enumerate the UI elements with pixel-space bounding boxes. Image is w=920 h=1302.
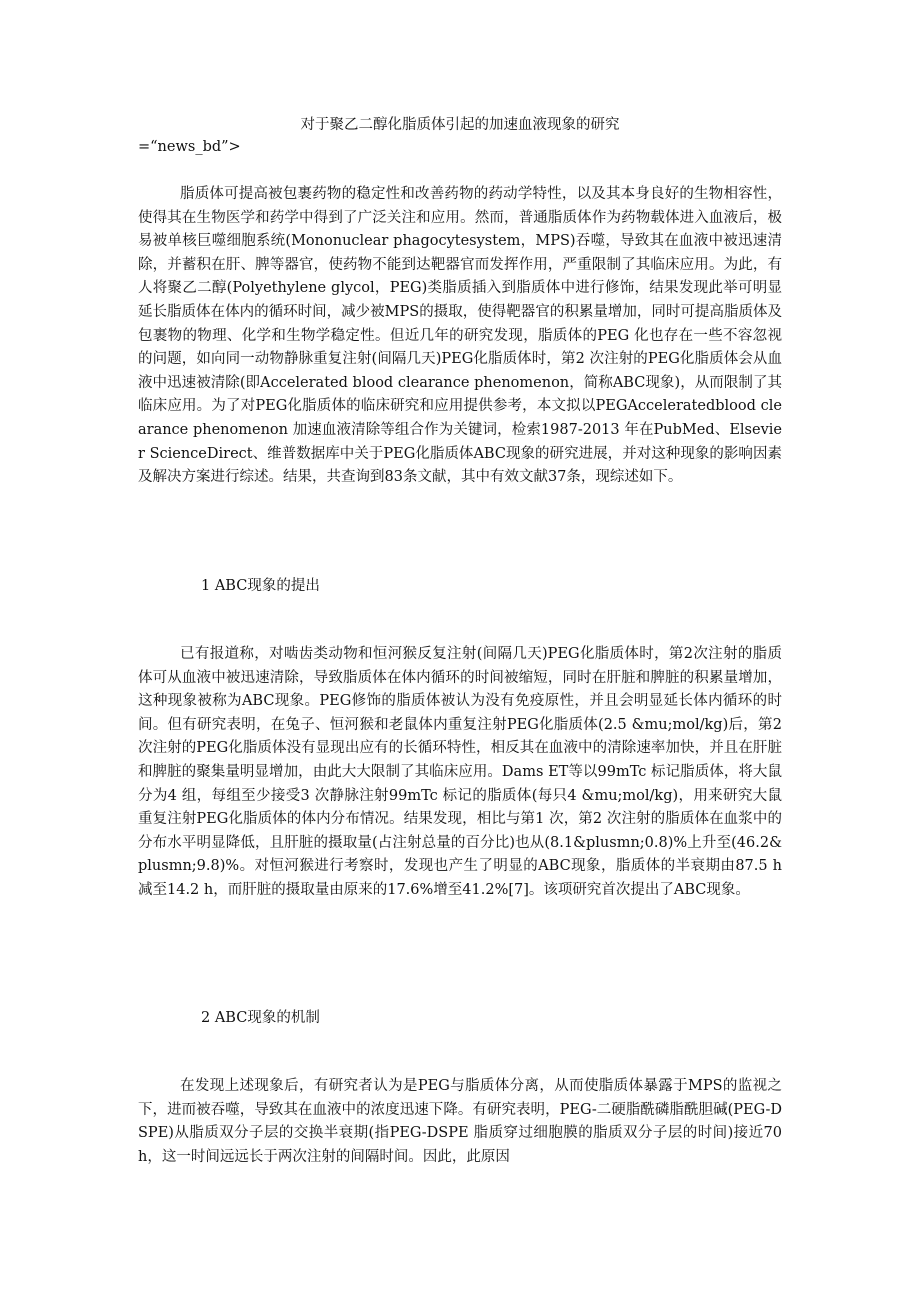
section-heading-1: 1 ABC现象的提出 [201, 578, 320, 594]
intro-paragraph: 脂质体可提高被包裹药物的稳定性和改善药物的药动学特性，以及其本身良好的生物相容性，使得其在生物医学和药学中得到了广泛关注和应用。然而，普通脂质体作为药物载体进入血液后，极易被单核巨噬细胞系统(Mononuclear phagocytesystem，MPS)吞噬，导致其在血液中被迅速清除，并蓄积在肝、脾等器官，使药物不能到达靶器官而发挥作用，严重限制了其临床应用。为此，有人将聚乙二醇(Polyethylene glycol，PEG)类脂质插入到脂质体中进行修饰，结果发现此举可明显延长脂质体在体内的循环时间，减少被MPS的摄取，使得靶器官的积累量增加，同时可提高脂质体及包裹物的物理、化学和生物学稳定性。但近几年的研究发现，脂质体的PEG 化也存在一些不容忽视的问题，如向同一动物静脉重复注射(间隔几天)PEG化脂质体时，第2 次注射的PEG化脂质体会从血液中迅速被清除(即Accelerated blood clearance phenomenon，简称ABC现象)，从而限制了其临床应用。为了对PEG化脂质体的临床研究和应用提供参考，本文拟以PEGAcceleratedblood clearance phenomenon 加速血液清除等组合作为关键词，检索1987-2013 年在PubMed、Elsevier ScienceDirect、维普数据库中关于PEG化脂质体ABC现象的研究进展，并对这种现象的影响因素及解决方案进行综述。结果，共查询到83条文献，其中有效文献37条，现综述如下。 [138, 186, 782, 486]
section-1-paragraph: 已有报道称，对啮齿类动物和恒河猴反复注射(间隔几天)PEG化脂质体时，第2次注射的脂质体可从血液中被迅速清除，导致脂质体在体内循环的时间被缩短，同时在肝脏和脾脏的积累量增加，这种现象被称为ABC现象。PEG修饰的脂质体被认为没有免疫原性，并且会明显延长体内循环的时间。但有研究表明，在兔子、恒河猴和老鼠体内重复注射PEG化脂质体(2.5 &mu;mol/kg)后，第2 次注射的PEG化脂质体没有显现出应有的长循环特性，相反其在血液中的清除速率加快，并且在肝脏和脾脏的聚集量明显增加，由此大大限制了其临床应用。Dams ET等以99mTc 标记脂质体，将大鼠分为4 组，每组至少接受3 次静脉注射99mTc 标记的脂质体(每只4 &mu;mol/kg)，用来研究大鼠重复注射PEG化脂质体的体内分布情况。结果发现，相比与第1 次，第2 次注射的脂质体在血浆中的分布水平明显降低，且肝脏的摄取量(占注射总量的百分比)也从(8.1&plusmn;0.8)%上升至(46.2&plusmn;9.8)%。对恒河猴进行考察时，发现也产生了明显的ABC现象，脂质体的半衰期由87.5 h 减至14.2 h，而肝脏的摄取量由原来的17.6%增至41.2%[7]。该项研究首次提出了ABC现象。 [138, 646, 782, 898]
markup-artifact-text: =“news_bd”> [138, 139, 241, 155]
section-2-paragraph: 在发现上述现象后，有研究者认为是PEG与脂质体分离，从而使脂质体暴露于MPS的监视之下，进而被吞噬，导致其在血液中的浓度迅速下降。有研究表明，PEG-二硬脂酰磷脂酰胆碱(PEG-DSPE)从脂质双分子层的交换半衰期(指PEG-DSPE 脂质穿过细胞膜的脂质双分子层的时间)接近70h，这一时间远远长于两次注射的间隔时间。因此，此原因 [138, 1078, 782, 1165]
document-title: 对于聚乙二醇化脂质体引起的加速血液现象的研究 [300, 117, 620, 133]
section-heading-2: 2 ABC现象的机制 [201, 1010, 320, 1026]
